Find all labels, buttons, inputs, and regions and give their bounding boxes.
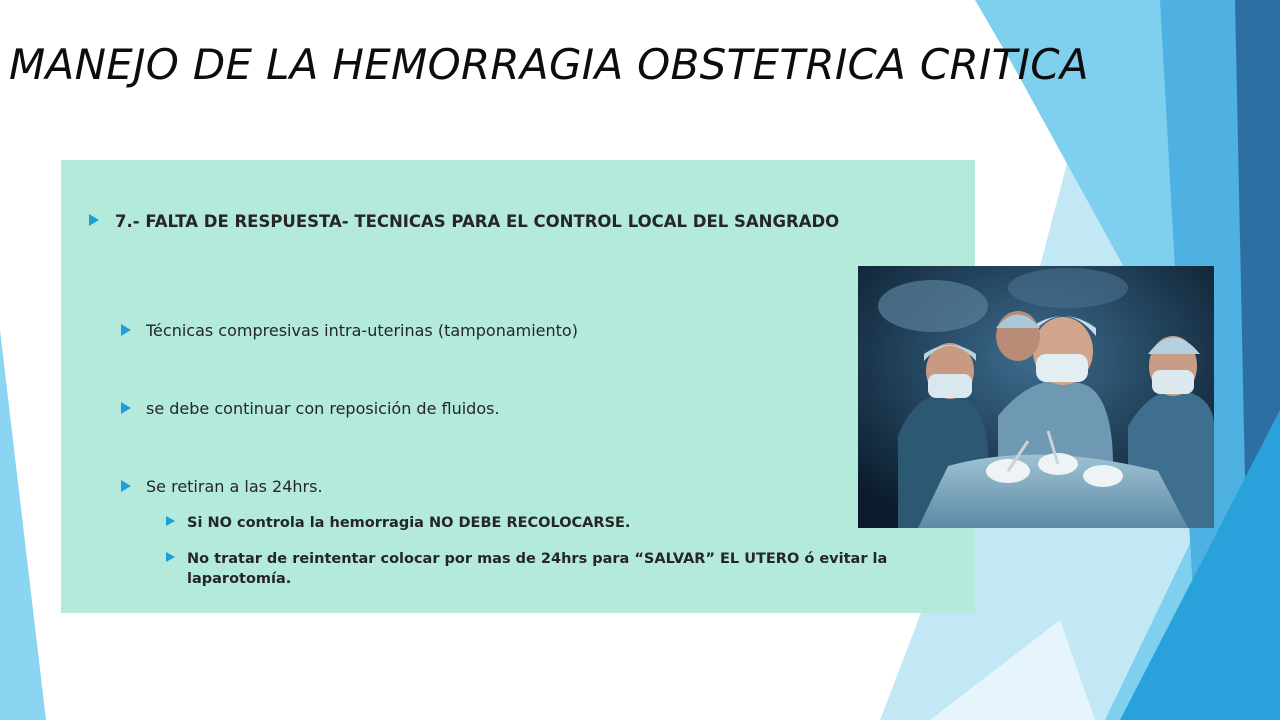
triangle-arrow-right-icon (121, 324, 131, 336)
bullet-text: se debe continuar con reposición de fluidos. (146, 399, 500, 418)
bullet-text: No tratar de reintentar colocar por mas de 24hrs para “SALVAR” EL UTERO ó evitar la laparotomía. (187, 551, 888, 587)
bullet-item-level1 (89, 209, 869, 235)
bullet-item-level2 (121, 320, 801, 342)
bullet-text: 7.- FALTA DE RESPUESTA- TECNICAS PARA EL CONTROL LOCAL DEL SANGRADO (115, 212, 840, 231)
bullet-item-level2 (121, 398, 801, 420)
triangle-arrow-right-icon (166, 516, 175, 526)
bullet-item-level3 (166, 549, 956, 589)
bullet-item-level2 (121, 476, 801, 498)
triangle-arrow-right-icon (121, 402, 131, 414)
triangle-arrow-right-icon (121, 480, 131, 492)
triangle-arrow-right-icon (89, 214, 99, 226)
deco-left-light-blue-shape (0, 330, 46, 720)
slide-title: MANEJO DE LA HEMORRAGIA OBSTETRICA CRITICA (9, 40, 1089, 89)
triangle-arrow-right-icon (166, 552, 175, 562)
bullet-text: Si NO controla la hemorragia NO DEBE RECOLOCARSE. (187, 515, 631, 531)
bullet-item-level3 (166, 513, 956, 533)
bullet-text: Técnicas compresivas intra-uterinas (tamponamiento) (146, 321, 578, 340)
surgery-photo (858, 266, 1214, 528)
bullet-text: Se retiran a las 24hrs. (146, 477, 323, 496)
